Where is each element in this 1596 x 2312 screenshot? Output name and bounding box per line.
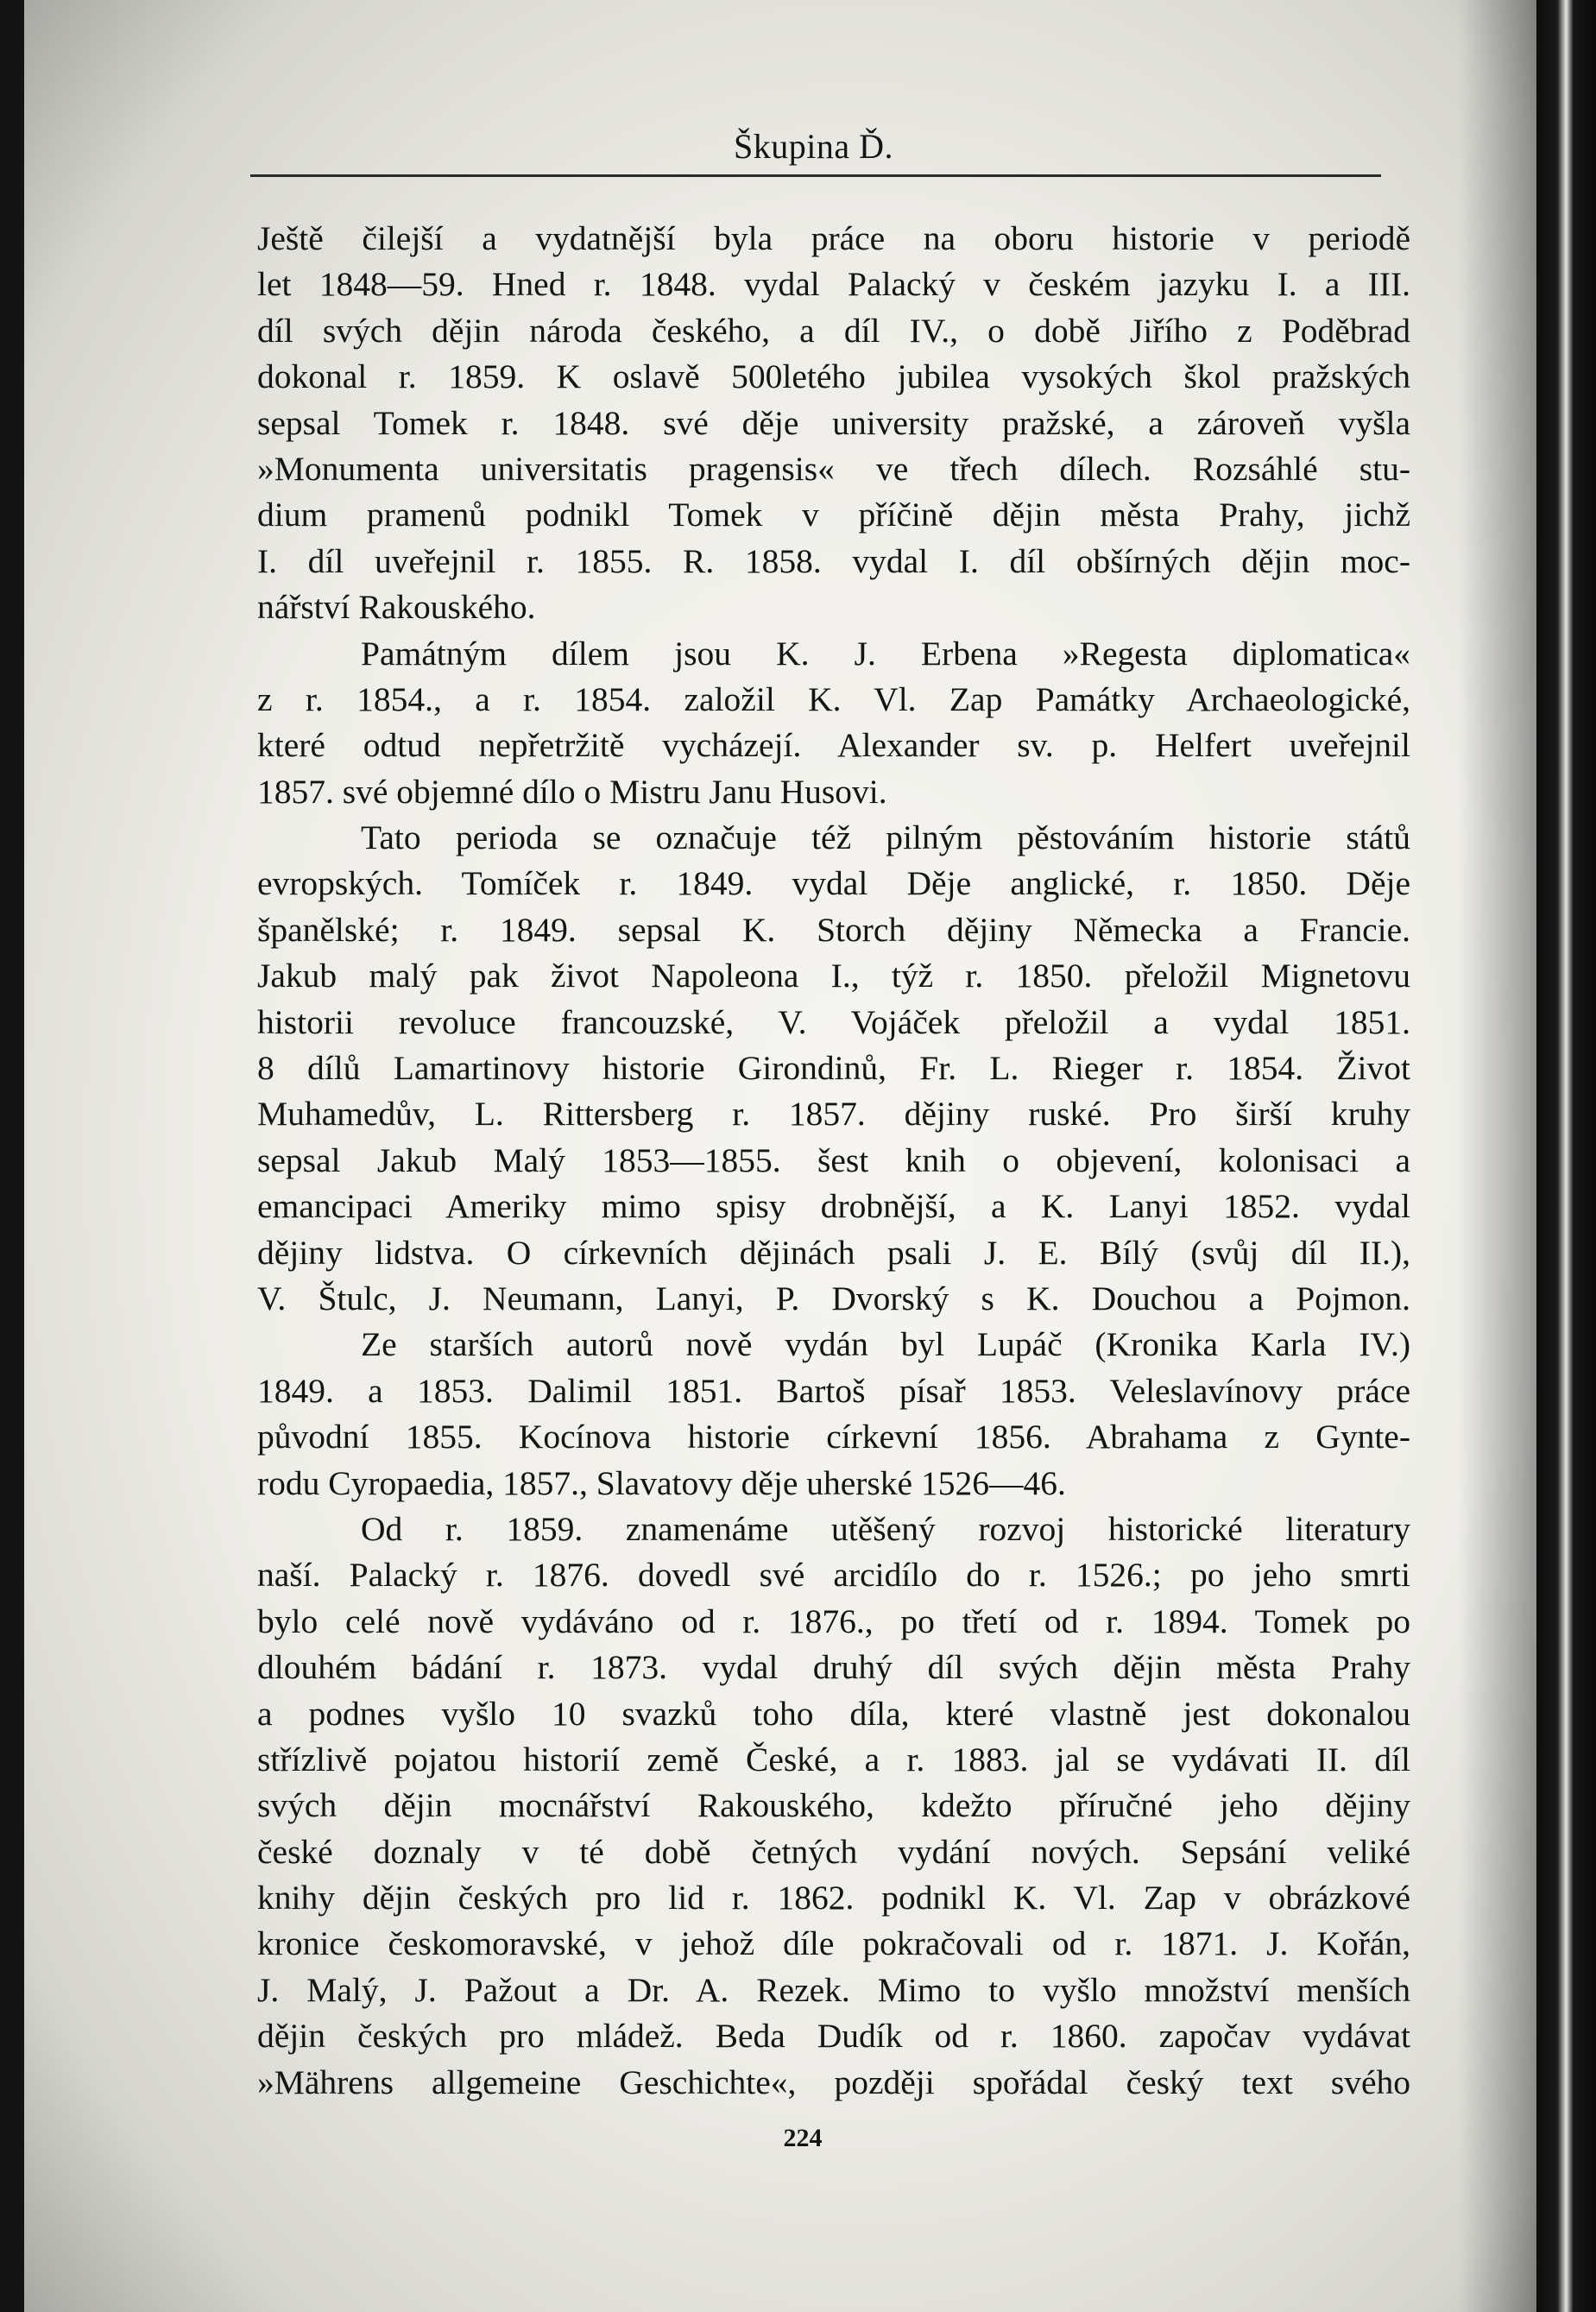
text-line: dokonal r. 1859. K oslavě 500letého jubilea vysokých škol pražských xyxy=(257,357,1410,396)
text-line: V. Štulc, J. Neumann, Lanyi, P. Dvorský s K. Douchou a Pojmon. xyxy=(257,1279,1410,1317)
text-line: 1849. a 1853. Dalimil 1851. Bartoš písař 1853. Veleslavínovy práce xyxy=(257,1371,1410,1410)
text-line: původní 1855. Kocínova historie církevní 1856. Abrahama z Gynte- xyxy=(257,1418,1410,1456)
text-line: dlouhém bádání r. 1873. vydal druhý díl svých dějin města Prahy xyxy=(257,1648,1410,1687)
text-line: dějin českých pro mládež. Beda Dudík od r. 1860. započav vydávat xyxy=(257,2017,1410,2056)
text-line: sepsal Tomek r. 1848. své děje university pražské, a zároveň vyšla xyxy=(257,403,1410,442)
running-header xyxy=(250,119,1407,180)
text-line: naší. Palacký r. 1876. dovedl své arcidílo do r. 1526.; po jeho smrti xyxy=(257,1556,1410,1595)
text-line: »Monumenta universitatis pragensis« ve třech dílech. Rozsáhlé stu- xyxy=(257,449,1410,488)
header-rule xyxy=(250,174,1381,177)
text-line: I. díl uveřejnil r. 1855. R. 1858. vydal I. díl obšírných dějin moc- xyxy=(257,541,1410,580)
text-line: české doznaly v té době četných vydání nových. Sepsání veliké xyxy=(257,1832,1410,1871)
text-line: J. Malý, J. Pažout a Dr. A. Rezek. Mimo to vyšlo množství menších xyxy=(257,1970,1410,2009)
text-line: díl svých dějin národa českého, a díl IV., o době Jiřího z Poděbrad xyxy=(257,311,1410,350)
text-line: let 1848—59. Hned r. 1848. vydal Palacký v českém jazyku I. a III. xyxy=(257,265,1410,304)
page-number: 224 xyxy=(783,2124,823,2152)
text-line: emancipaci Ameriky mimo spisy drobnější, a K. Lanyi 1852. vydal xyxy=(257,1187,1410,1226)
text-line: knihy dějin českých pro lid r. 1862. podnikl K. Vl. Zap v obrázkové xyxy=(257,1879,1410,1917)
text-line: španělské; r. 1849. sepsal K. Storch dějiny Německa a Francie. xyxy=(257,910,1410,949)
text-line: »Mährens allgemeine Geschichte«, později spořádal český text svého xyxy=(257,2062,1410,2101)
text-line: které odtud nepřetržitě vycházejí. Alexander sv. p. Helfert uveřejnil xyxy=(257,726,1410,765)
text-line: dějiny lidstva. O církevních dějinách psali J. E. Bílý (svůj díl II.), xyxy=(257,1233,1410,1272)
text-line: a podnes vyšlo 10 svazků toho díla, které vlastně jest dokonalou xyxy=(257,1694,1410,1733)
text-line: sepsal Jakub Malý 1853—1855. šest knih o objevení, kolonisaci a xyxy=(257,1140,1410,1179)
text-line: Muhamedův, L. Rittersberg r. 1857. dějiny ruské. Pro širší kruhy xyxy=(257,1095,1410,1134)
text-line: nářství Rakouského. xyxy=(257,588,536,627)
text-line: svých dějin mocnářství Rakouského, kdežto příručné jeho dějiny xyxy=(257,1786,1410,1825)
book-edge xyxy=(1536,0,1596,2312)
text-line: historii revoluce francouzské, V. Vojáček přeložil a vydal 1851. xyxy=(257,1002,1410,1041)
text-line: bylo celé nově vydáváno od r. 1876., po třetí od r. 1894. Tomek po xyxy=(257,1601,1410,1640)
text-line: Od r. 1859. znamenáme utěšený rozvoj historické literatury xyxy=(361,1509,1410,1548)
text-line: 1857. své objemné dílo o Mistru Janu Husovi. xyxy=(257,772,887,811)
text-line: dium pramenů podnikl Tomek v příčině dějin města Prahy, jichž xyxy=(257,496,1410,534)
text-line: Ještě čilejší a vydatnější byla práce na oboru historie v periodě xyxy=(257,219,1410,257)
text-line: evropských. Tomíček r. 1849. vydal Děje anglické, r. 1850. Děje xyxy=(257,864,1410,903)
body-text xyxy=(257,216,1410,2106)
text-line: Památným dílem jsou K. J. Erbena »Regesta diplomatica« xyxy=(361,634,1410,673)
text-line: rodu Cyropaedia, 1857., Slavatovy děje uherské 1526—46. xyxy=(257,1463,1066,1502)
page-title: Škupina Ď. xyxy=(734,127,893,166)
text-line: kronice českomoravské, v jehož díle pokračovali od r. 1871. J. Kořán, xyxy=(257,1924,1410,1963)
text-line: Tato perioda se označuje též pilným pěstováním historie států xyxy=(361,818,1410,857)
text-line: Ze starších autorů nově vydán byl Lupáč (Kronika Karla IV.) xyxy=(361,1325,1410,1364)
text-line: 8 dílů Lamartinovy historie Girondinů, Fr. L. Rieger r. 1854. Život xyxy=(257,1049,1410,1088)
text-line: Jakub malý pak život Napoleona I., týž r. 1850. přeložil Mignetovu xyxy=(257,957,1410,995)
binding-shadow xyxy=(1459,0,1536,2312)
text-line: z r. 1854., a r. 1854. založil K. Vl. Zap Památky Archaeologické, xyxy=(257,679,1410,718)
text-line: střízlivě pojatou historií země České, a r. 1883. jal se vydávati II. díl xyxy=(257,1740,1410,1778)
